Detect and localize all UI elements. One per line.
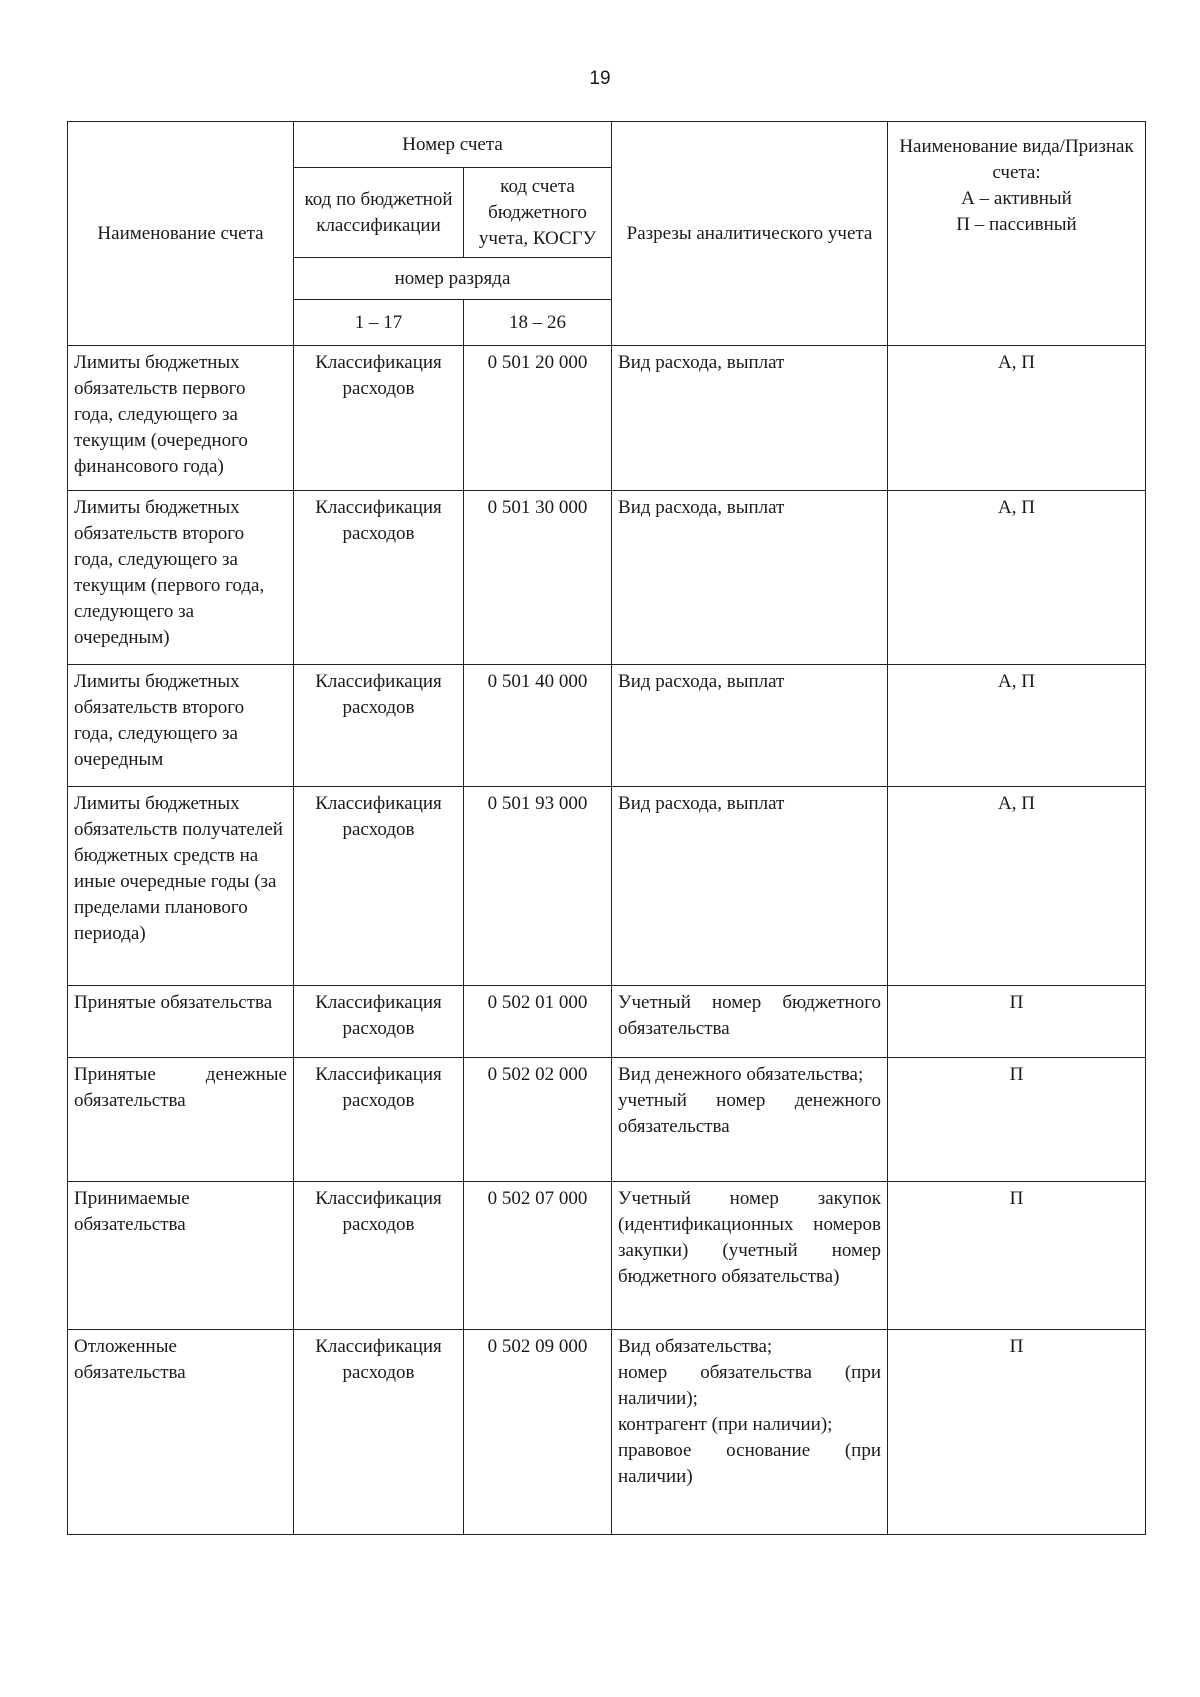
header-accounting-code: код счета бюджетного учета, КОСГУ xyxy=(464,168,612,258)
table-row xyxy=(68,986,1146,1058)
row-account-type: П xyxy=(888,1182,1146,1330)
table-row xyxy=(68,1058,1146,1182)
row-account-code: 0 501 40 000 xyxy=(464,665,612,787)
header-account-number: Номер счета xyxy=(294,122,612,168)
header-type-title: Наименование вида/Признак счета: xyxy=(899,136,1134,183)
row-account-name: Лимиты бюджетных обязательств второго года, следующего за текущим (первого года, следующего за очередным) xyxy=(68,491,294,665)
row-analytics xyxy=(612,1330,888,1535)
row-classification: Классификация расходов xyxy=(294,346,464,491)
analytics-line: номер обязательства (при наличии); xyxy=(618,1362,882,1409)
row-analytics xyxy=(612,1058,888,1182)
table-row xyxy=(68,1330,1146,1535)
row-account-code: 0 501 93 000 xyxy=(464,787,612,986)
header-type-active: А – активный xyxy=(961,188,1072,209)
row-analytics: Вид расхода, выплат xyxy=(612,346,888,491)
table-row xyxy=(68,346,1146,491)
table-row xyxy=(68,1182,1146,1330)
row-account-code: 0 502 01 000 xyxy=(464,986,612,1058)
header-row-1 xyxy=(68,122,1146,168)
row-analytics: Вид расхода, выплат xyxy=(612,491,888,665)
row-account-type: П xyxy=(888,986,1146,1058)
row-account-name: Принимаемые обязательства xyxy=(68,1182,294,1330)
row-account-type: П xyxy=(888,1058,1146,1182)
table-row xyxy=(68,491,1146,665)
row-account-name: Принятые денежные обязательства xyxy=(68,1058,294,1182)
page-number: 19 xyxy=(589,68,611,89)
analytics-line: контрагент (при наличии); xyxy=(618,1414,833,1435)
row-account-code: 0 502 02 000 xyxy=(464,1058,612,1182)
accounts-table xyxy=(67,121,1146,1535)
analytics-line: Вид обязательства; xyxy=(618,1336,773,1357)
row-classification: Классификация расходов xyxy=(294,1182,464,1330)
row-classification: Классификация расходов xyxy=(294,1330,464,1535)
header-digit-number: номер разряда xyxy=(294,258,612,300)
row-account-name: Принятые обязательства xyxy=(68,986,294,1058)
row-classification: Классификация расходов xyxy=(294,665,464,787)
row-account-code: 0 501 30 000 xyxy=(464,491,612,665)
table-row xyxy=(68,787,1146,986)
row-account-name: Лимиты бюджетных обязательств второго года, следующего за очередным xyxy=(68,665,294,787)
header-digits-18-26: 18 – 26 xyxy=(464,300,612,346)
row-account-name: Отложенные обязательства xyxy=(68,1330,294,1535)
header-analytics: Разрезы аналитического учета xyxy=(612,122,888,346)
row-account-code: 0 502 07 000 xyxy=(464,1182,612,1330)
row-analytics: Учетный номер бюджетного обязательства xyxy=(612,986,888,1058)
row-classification: Классификация расходов xyxy=(294,491,464,665)
row-classification: Классификация расходов xyxy=(294,1058,464,1182)
header-account-name: Наименование счета xyxy=(68,122,294,346)
row-account-name: Лимиты бюджетных обязательств первого года, следующего за текущим (очередного финансового года) xyxy=(68,346,294,491)
row-classification: Классификация расходов xyxy=(294,787,464,986)
header-account-type xyxy=(888,122,1146,346)
row-account-type: А, П xyxy=(888,787,1146,986)
row-account-type: А, П xyxy=(888,665,1146,787)
row-account-type: А, П xyxy=(888,346,1146,491)
row-account-type: А, П xyxy=(888,491,1146,665)
header-type-passive: П – пассивный xyxy=(956,214,1077,235)
row-account-code: 0 501 20 000 xyxy=(464,346,612,491)
analytics-line: Вид денежного обязательства; xyxy=(618,1064,864,1085)
row-account-name: Лимиты бюджетных обязательств получателей бюджетных средств на иные очередные годы (за пределами планового периода) xyxy=(68,787,294,986)
table-row xyxy=(68,665,1146,787)
row-account-code: 0 502 09 000 xyxy=(464,1330,612,1535)
row-account-type: П xyxy=(888,1330,1146,1535)
row-analytics: Вид расхода, выплат xyxy=(612,665,888,787)
row-analytics: Вид расхода, выплат xyxy=(612,787,888,986)
header-digits-1-17: 1 – 17 xyxy=(294,300,464,346)
analytics-line: правовое основание (при наличии) xyxy=(618,1440,882,1487)
row-analytics: Учетный номер закупок (идентификационных номеров закупки) (учетный номер бюджетного обязательства) xyxy=(612,1182,888,1330)
header-budget-code: код по бюджетной классификации xyxy=(294,168,464,258)
analytics-line: учетный номер денежного обязательства xyxy=(618,1090,882,1137)
row-classification: Классификация расходов xyxy=(294,986,464,1058)
